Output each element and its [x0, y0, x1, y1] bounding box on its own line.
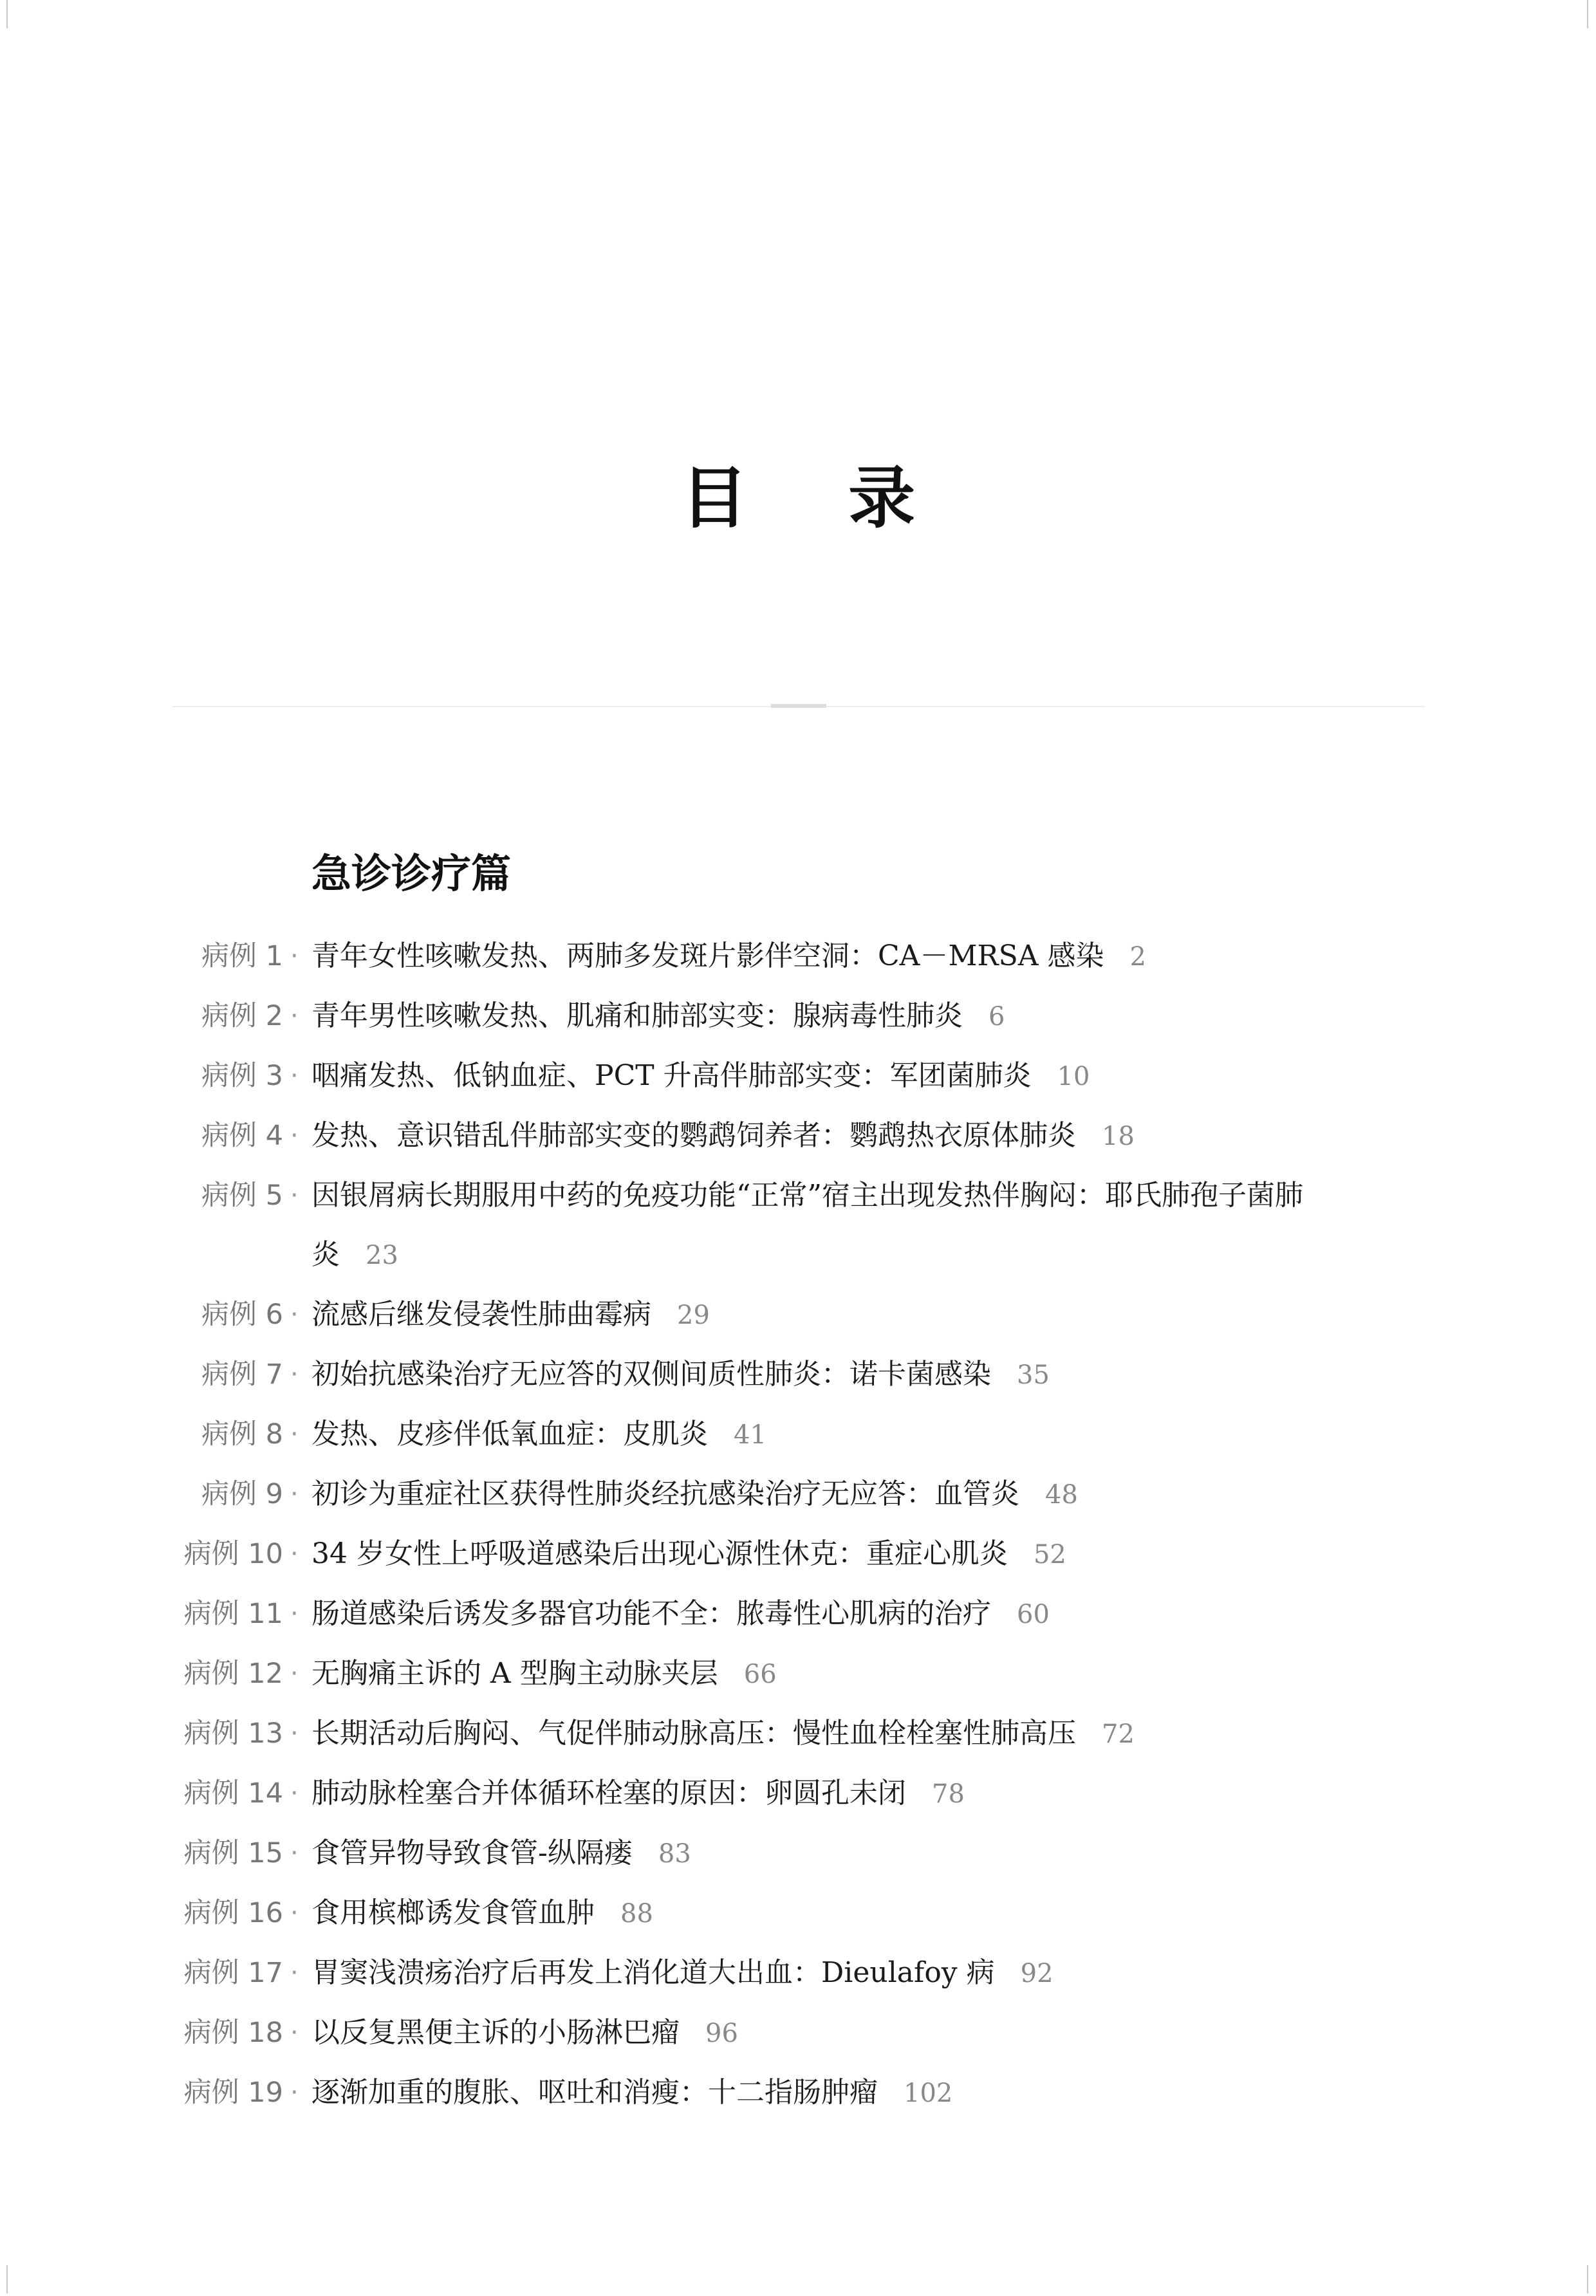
toc-entry-body [311, 1584, 1328, 1644]
toc-entry-title: 青年男性咳嗽发热、肌痛和肺部实变：腺病毒性肺炎 [311, 999, 963, 1032]
toc-entry-body [311, 986, 1328, 1046]
toc-entry[interactable] [0, 1644, 1596, 1704]
toc-entry-separator: · [290, 1420, 299, 1449]
toc-entry-separator: · [290, 1898, 299, 1928]
toc-entry-body [311, 2063, 1328, 2123]
toc-entry-label: 病例 2 [201, 1000, 283, 1032]
toc-entry-separator: · [290, 1719, 299, 1748]
crop-mark-top-right [1587, 0, 1588, 28]
toc-entry-label: 病例 17 [183, 1957, 283, 1989]
toc-entry-title: 流感后继发侵袭性肺曲霉病 [311, 1298, 651, 1331]
toc-entry[interactable] [0, 1884, 1596, 1943]
toc-entry-label: 病例 1 [201, 940, 283, 972]
toc-entry-page-number: 2 [1129, 942, 1146, 972]
toc-entry-title: 逐渐加重的腹胀、呕吐和消瘦：十二指肠肿瘤 [311, 2076, 878, 2109]
toc-entry-title: 初始抗感染治疗无应答的双侧间质性肺炎：诺卡菌感染 [311, 1358, 991, 1391]
toc-entry[interactable] [0, 1584, 1596, 1644]
toc-entry-body [311, 1764, 1328, 1824]
toc-entry[interactable] [0, 1285, 1596, 1345]
page-title: 目 录 [680, 458, 954, 537]
crop-mark-top-left [6, 0, 8, 28]
toc-entry[interactable] [0, 2003, 1596, 2063]
toc-entry-body [311, 1405, 1328, 1465]
toc-entry-separator: · [290, 1958, 299, 1988]
toc-entry-page-number: 88 [620, 1899, 653, 1929]
toc-entry-label: 病例 15 [183, 1837, 283, 1869]
toc-entry-page-number: 18 [1102, 1122, 1135, 1151]
toc-entry-separator: · [290, 1838, 299, 1868]
toc-entry-title: 肺动脉栓塞合并体循环栓塞的原因：卵圆孔未闭 [311, 1777, 906, 1810]
toc-entry[interactable] [0, 1943, 1596, 2003]
toc-entry-page-number: 48 [1045, 1480, 1078, 1510]
toc-entry-separator: · [290, 1061, 299, 1091]
toc-entry-title: 胃窦浅溃疡治疗后再发上消化道大出血：Dieulafoy 病 [311, 1956, 995, 1989]
toc-entry-separator: · [290, 1479, 299, 1509]
toc-entry-title: 青年女性咳嗽发热、两肺多发斑片影伴空洞：CA－MRSA 感染 [311, 940, 1104, 972]
toc-entry-page-number: 10 [1057, 1062, 1090, 1091]
toc-entry-page-number: 6 [988, 1002, 1005, 1032]
toc-entry-body [311, 1106, 1328, 1166]
toc-entry[interactable] [0, 1524, 1596, 1584]
toc-entry[interactable] [0, 1465, 1596, 1524]
toc-entry-body [311, 1285, 1328, 1345]
toc-entry[interactable] [0, 927, 1596, 986]
toc-entry-body [311, 1465, 1328, 1524]
toc-entry[interactable] [0, 1046, 1596, 1106]
toc-entry-body [311, 927, 1328, 986]
toc-entry-page-number: 92 [1020, 1959, 1053, 1988]
toc-entry-page-number: 83 [658, 1839, 691, 1869]
toc-entry-title: 因银屑病长期服用中药的免疫功能“正常”宿主出现发热伴胸闷：耶氏肺孢子菌肺炎 [311, 1179, 1303, 1271]
toc-entry-label: 病例 13 [183, 1717, 283, 1750]
toc-entry-label: 病例 12 [183, 1658, 283, 1690]
toc-entry-body [311, 1704, 1328, 1764]
toc-entry-separator: · [290, 2018, 299, 2048]
toc-entry-label: 病例 16 [183, 1897, 283, 1929]
toc-entry-body [311, 1943, 1328, 2003]
toc-entry-body [311, 1345, 1328, 1405]
toc-entry-body [311, 2003, 1328, 2063]
toc-entry-title: 初诊为重症社区获得性肺炎经抗感染治疗无应答：血管炎 [311, 1477, 1019, 1510]
toc-entry[interactable] [0, 1345, 1596, 1405]
toc-entry-page-number: 52 [1033, 1540, 1066, 1569]
toc-entry[interactable] [0, 1824, 1596, 1884]
toc-entry[interactable] [0, 1166, 1596, 1285]
toc-entry-separator: · [290, 1360, 299, 1389]
toc-entry-label: 病例 10 [183, 1538, 283, 1570]
toc-entry-page-number: 96 [705, 2019, 738, 2048]
toc-entry-label: 病例 6 [201, 1299, 283, 1331]
toc-entry-body [311, 1644, 1328, 1704]
toc-entry[interactable] [0, 1106, 1596, 1166]
toc-entry-label: 病例 4 [201, 1120, 283, 1152]
toc-entry-title: 食管异物导致食管-纵隔瘘 [311, 1837, 633, 1869]
crop-mark-bottom-right [1587, 2265, 1588, 2293]
toc-entry-label: 病例 3 [201, 1060, 283, 1092]
toc-entry-page-number: 35 [1017, 1360, 1050, 1390]
toc-entry-title: 咽痛发热、低钠血症、PCT 升高伴肺部实变：军团菌肺炎 [311, 1059, 1032, 1092]
toc-entry-label: 病例 11 [183, 1598, 283, 1630]
toc-entry[interactable] [0, 2063, 1596, 2123]
toc-entry-body [311, 1884, 1328, 1943]
toc-entry-separator: · [290, 2078, 299, 2107]
toc-entry[interactable] [0, 1764, 1596, 1824]
toc-entry-label: 病例 5 [201, 1180, 283, 1212]
toc-entry[interactable] [0, 986, 1596, 1046]
toc-entry-body [311, 1824, 1328, 1884]
toc-entry-page-number: 78 [932, 1779, 965, 1809]
toc-entry-separator: · [290, 1539, 299, 1569]
toc-entry-separator: · [290, 1001, 299, 1031]
toc-entry-page-number: 102 [904, 2078, 953, 2108]
toc-entry-title: 34 岁女性上呼吸道感染后出现心源性休克：重症心肌炎 [311, 1537, 1008, 1570]
toc-entry-page-number: 29 [677, 1301, 710, 1330]
toc-entry-page-number: 41 [734, 1420, 766, 1450]
toc-entry-page-number: 23 [366, 1241, 398, 1270]
toc-entry-title: 发热、皮疹伴低氧血症：皮肌炎 [311, 1418, 708, 1450]
section-title: 急诊诊疗篇 [311, 850, 512, 897]
toc-entry[interactable] [0, 1405, 1596, 1465]
toc-entry-title: 长期活动后胸闷、气促伴肺动脉高压：慢性血栓栓塞性肺高压 [311, 1717, 1076, 1750]
crop-mark-bottom-left [6, 2265, 8, 2293]
toc-entry-label: 病例 8 [201, 1418, 283, 1450]
toc-entry-title: 以反复黑便主诉的小肠淋巴瘤 [311, 2016, 680, 2049]
table-of-contents [0, 927, 1596, 2123]
toc-entry-body [311, 1046, 1328, 1106]
toc-entry-title: 发热、意识错乱伴肺部实变的鹦鹉饲养者：鹦鹉热衣原体肺炎 [311, 1119, 1076, 1152]
toc-entry-page-number: 60 [1017, 1600, 1050, 1629]
toc-entry-body [311, 1166, 1328, 1285]
toc-entry[interactable] [0, 1704, 1596, 1764]
toc-entry-separator: · [290, 1659, 299, 1689]
toc-entry-page-number: 66 [743, 1660, 777, 1689]
toc-entry-title: 食用槟榔诱发食管血肿 [311, 1896, 595, 1929]
toc-entry-label: 病例 14 [183, 1777, 283, 1810]
toc-entry-page-number: 72 [1102, 1719, 1135, 1749]
toc-entry-separator: · [290, 1121, 299, 1151]
toc-entry-body [311, 1524, 1328, 1584]
toc-entry-label: 病例 18 [183, 2017, 283, 2049]
toc-entry-title: 无胸痛主诉的 A 型胸主动脉夹层 [311, 1657, 718, 1690]
toc-entry-separator: · [290, 1181, 299, 1210]
toc-entry-separator: · [290, 1599, 299, 1629]
toc-entry-label: 病例 19 [183, 2077, 283, 2109]
toc-entry-separator: · [290, 1779, 299, 1808]
toc-entry-label: 病例 7 [201, 1358, 283, 1391]
title-divider-accent [771, 704, 826, 708]
toc-entry-separator: · [290, 1300, 299, 1329]
toc-entry-title: 肠道感染后诱发多器官功能不全：脓毒性心肌病的治疗 [311, 1597, 991, 1630]
toc-entry-separator: · [290, 941, 299, 971]
toc-entry-label: 病例 9 [201, 1478, 283, 1510]
